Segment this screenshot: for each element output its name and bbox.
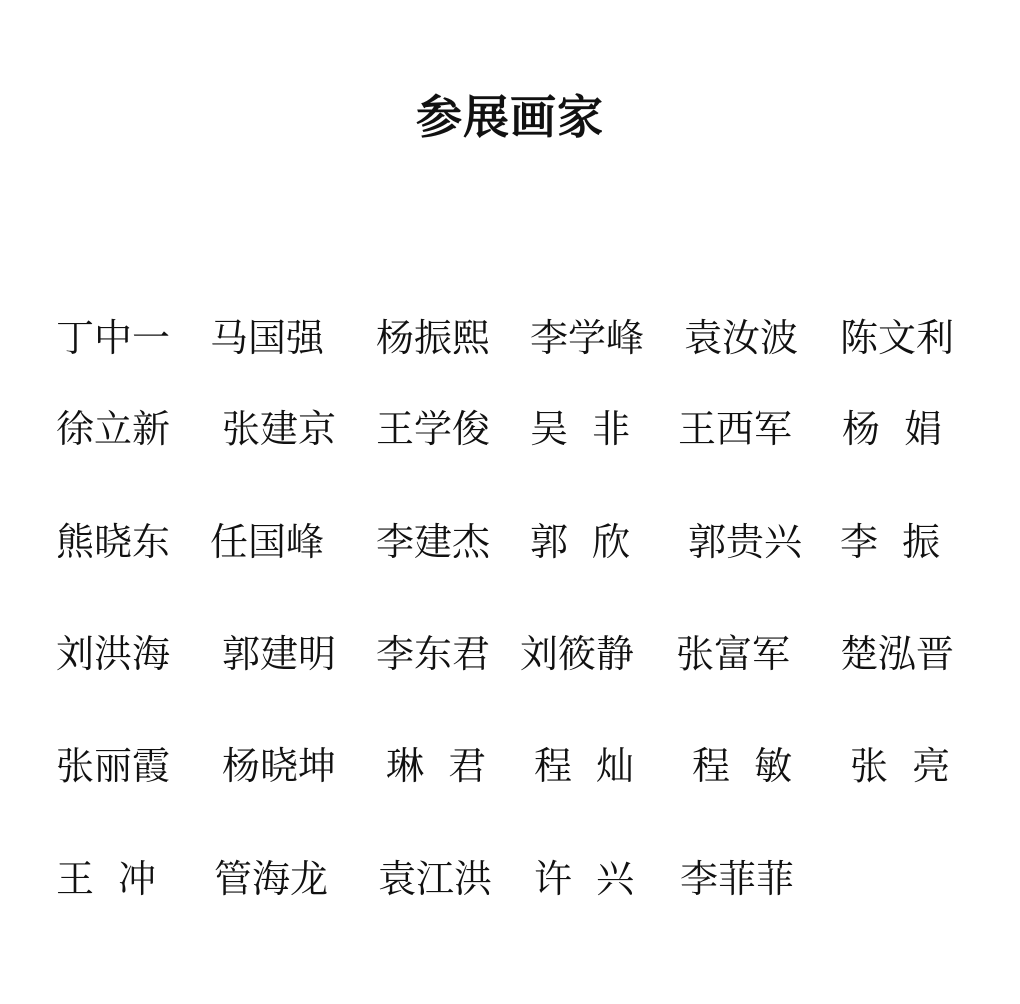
- artist-name: 李东君: [376, 632, 491, 676]
- artist-name: 马国强: [210, 316, 325, 360]
- artist-name: 郭 欣: [530, 520, 631, 564]
- artist-name: 王 冲: [56, 857, 157, 901]
- artist-name: 程 灿: [534, 744, 635, 788]
- artist-name: 杨晓坤: [222, 744, 337, 788]
- artist-name: 任国峰: [210, 520, 325, 564]
- artist-name: 徐立新: [56, 407, 171, 451]
- artist-name: 管海龙: [214, 857, 329, 901]
- artist-name: 吴 非: [530, 407, 631, 451]
- artist-name: 刘洪海: [56, 632, 171, 676]
- artist-name: 李学峰: [530, 316, 645, 360]
- artist-name: 许 兴: [534, 857, 635, 901]
- artist-name: 张建京: [222, 407, 337, 451]
- artist-name: 郭建明: [222, 632, 337, 676]
- artist-name: 刘筱静: [520, 632, 635, 676]
- artist-name: 程 敏: [692, 744, 793, 788]
- artist-name: 杨振熙: [376, 316, 491, 360]
- artist-name: 杨 娟: [842, 407, 943, 451]
- artist-name: 王学俊: [376, 407, 491, 451]
- artist-name: 李建杰: [376, 520, 491, 564]
- artist-name: 袁江洪: [378, 857, 493, 901]
- artist-name: 丁中一: [56, 316, 171, 360]
- artist-name: 李 振: [840, 520, 941, 564]
- artist-name: 郭贵兴: [688, 520, 803, 564]
- artist-name: 琳 君: [386, 744, 487, 788]
- artist-name: 张富军: [676, 632, 791, 676]
- artist-name: 王西军: [678, 407, 793, 451]
- page-title: 参展画家: [416, 90, 604, 144]
- artist-name: 张 亮: [850, 744, 951, 788]
- artist-name: 张丽霞: [56, 744, 171, 788]
- artist-name: 李菲菲: [680, 857, 795, 901]
- artist-name: 楚泓晋: [840, 632, 955, 676]
- artist-name: 袁汝波: [684, 316, 799, 360]
- artist-name: 熊晓东: [56, 520, 171, 564]
- artist-name: 陈文利: [840, 316, 955, 360]
